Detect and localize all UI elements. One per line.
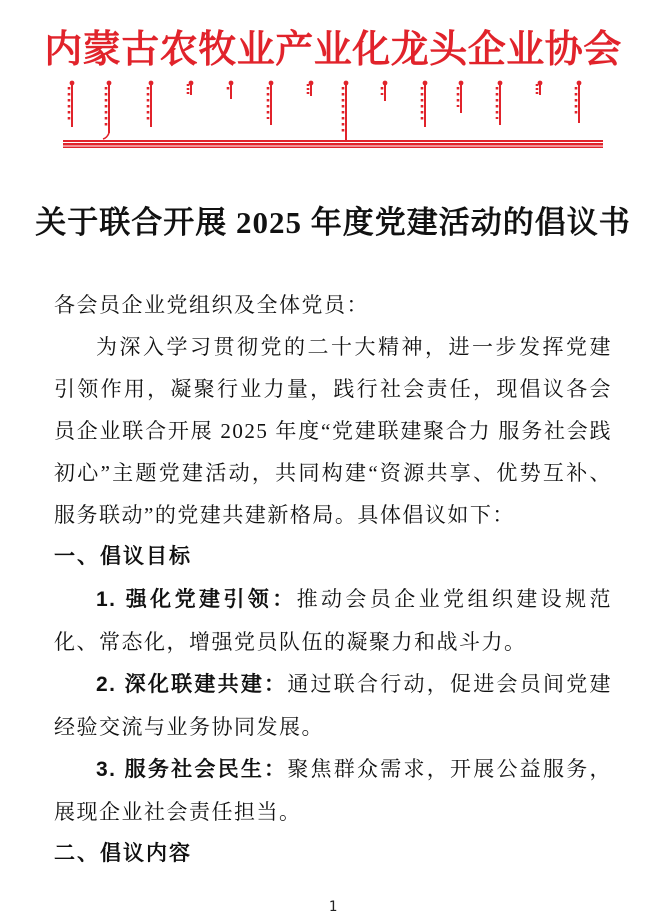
document-title: 关于联合开展 2025 年度党建活动的倡议书 [35, 205, 631, 240]
letterhead-rule [63, 140, 603, 148]
item-1-label: 1. 强化党建引领： [96, 588, 297, 611]
item-2-label: 2. 深化联建共建： [96, 673, 288, 696]
item-3-label: 3. 服务社会民生： [96, 758, 288, 781]
item-2-text: 通过联合行动，促进会员间党建经验交流与业务协同发展。 [54, 672, 612, 739]
intro-paragraph: 为深入学习贯彻党的二十大精神，进一步发挥党建引领作用，凝聚行业力量，践行社会责任，现倡议各会员企业联合开展 2025 年度“党建联建聚合力 服务社会践初心”主题党建活动，共同构建“资源共享、优势互补、服务联动”的党建共建新格局。具体倡议如下： [54, 335, 612, 527]
item-1-text: 推动会员企业党组织建设规范化、常态化，增强党员队伍的凝聚力和战斗力。 [54, 587, 612, 654]
proposal-item-3 [54, 748, 612, 833]
letterhead [0, 0, 666, 148]
body-text [54, 284, 612, 875]
proposal-item-2 [54, 663, 612, 748]
mongolian-script-decoration [63, 78, 603, 140]
section-heading-1: 一、倡议目标 [54, 545, 192, 568]
page-number: 1 [328, 899, 338, 915]
section-heading-2: 二、倡议内容 [54, 842, 192, 865]
salutation: 各会员企业党组织及全体党员： [54, 293, 369, 317]
document-body [0, 202, 666, 875]
proposal-item-1 [54, 578, 612, 663]
org-name: 内蒙古农牧业产业化龙头企业协会 [44, 29, 622, 71]
item-3-text: 聚焦群众需求，开展公益服务，展现企业社会责任担当。 [54, 757, 612, 824]
